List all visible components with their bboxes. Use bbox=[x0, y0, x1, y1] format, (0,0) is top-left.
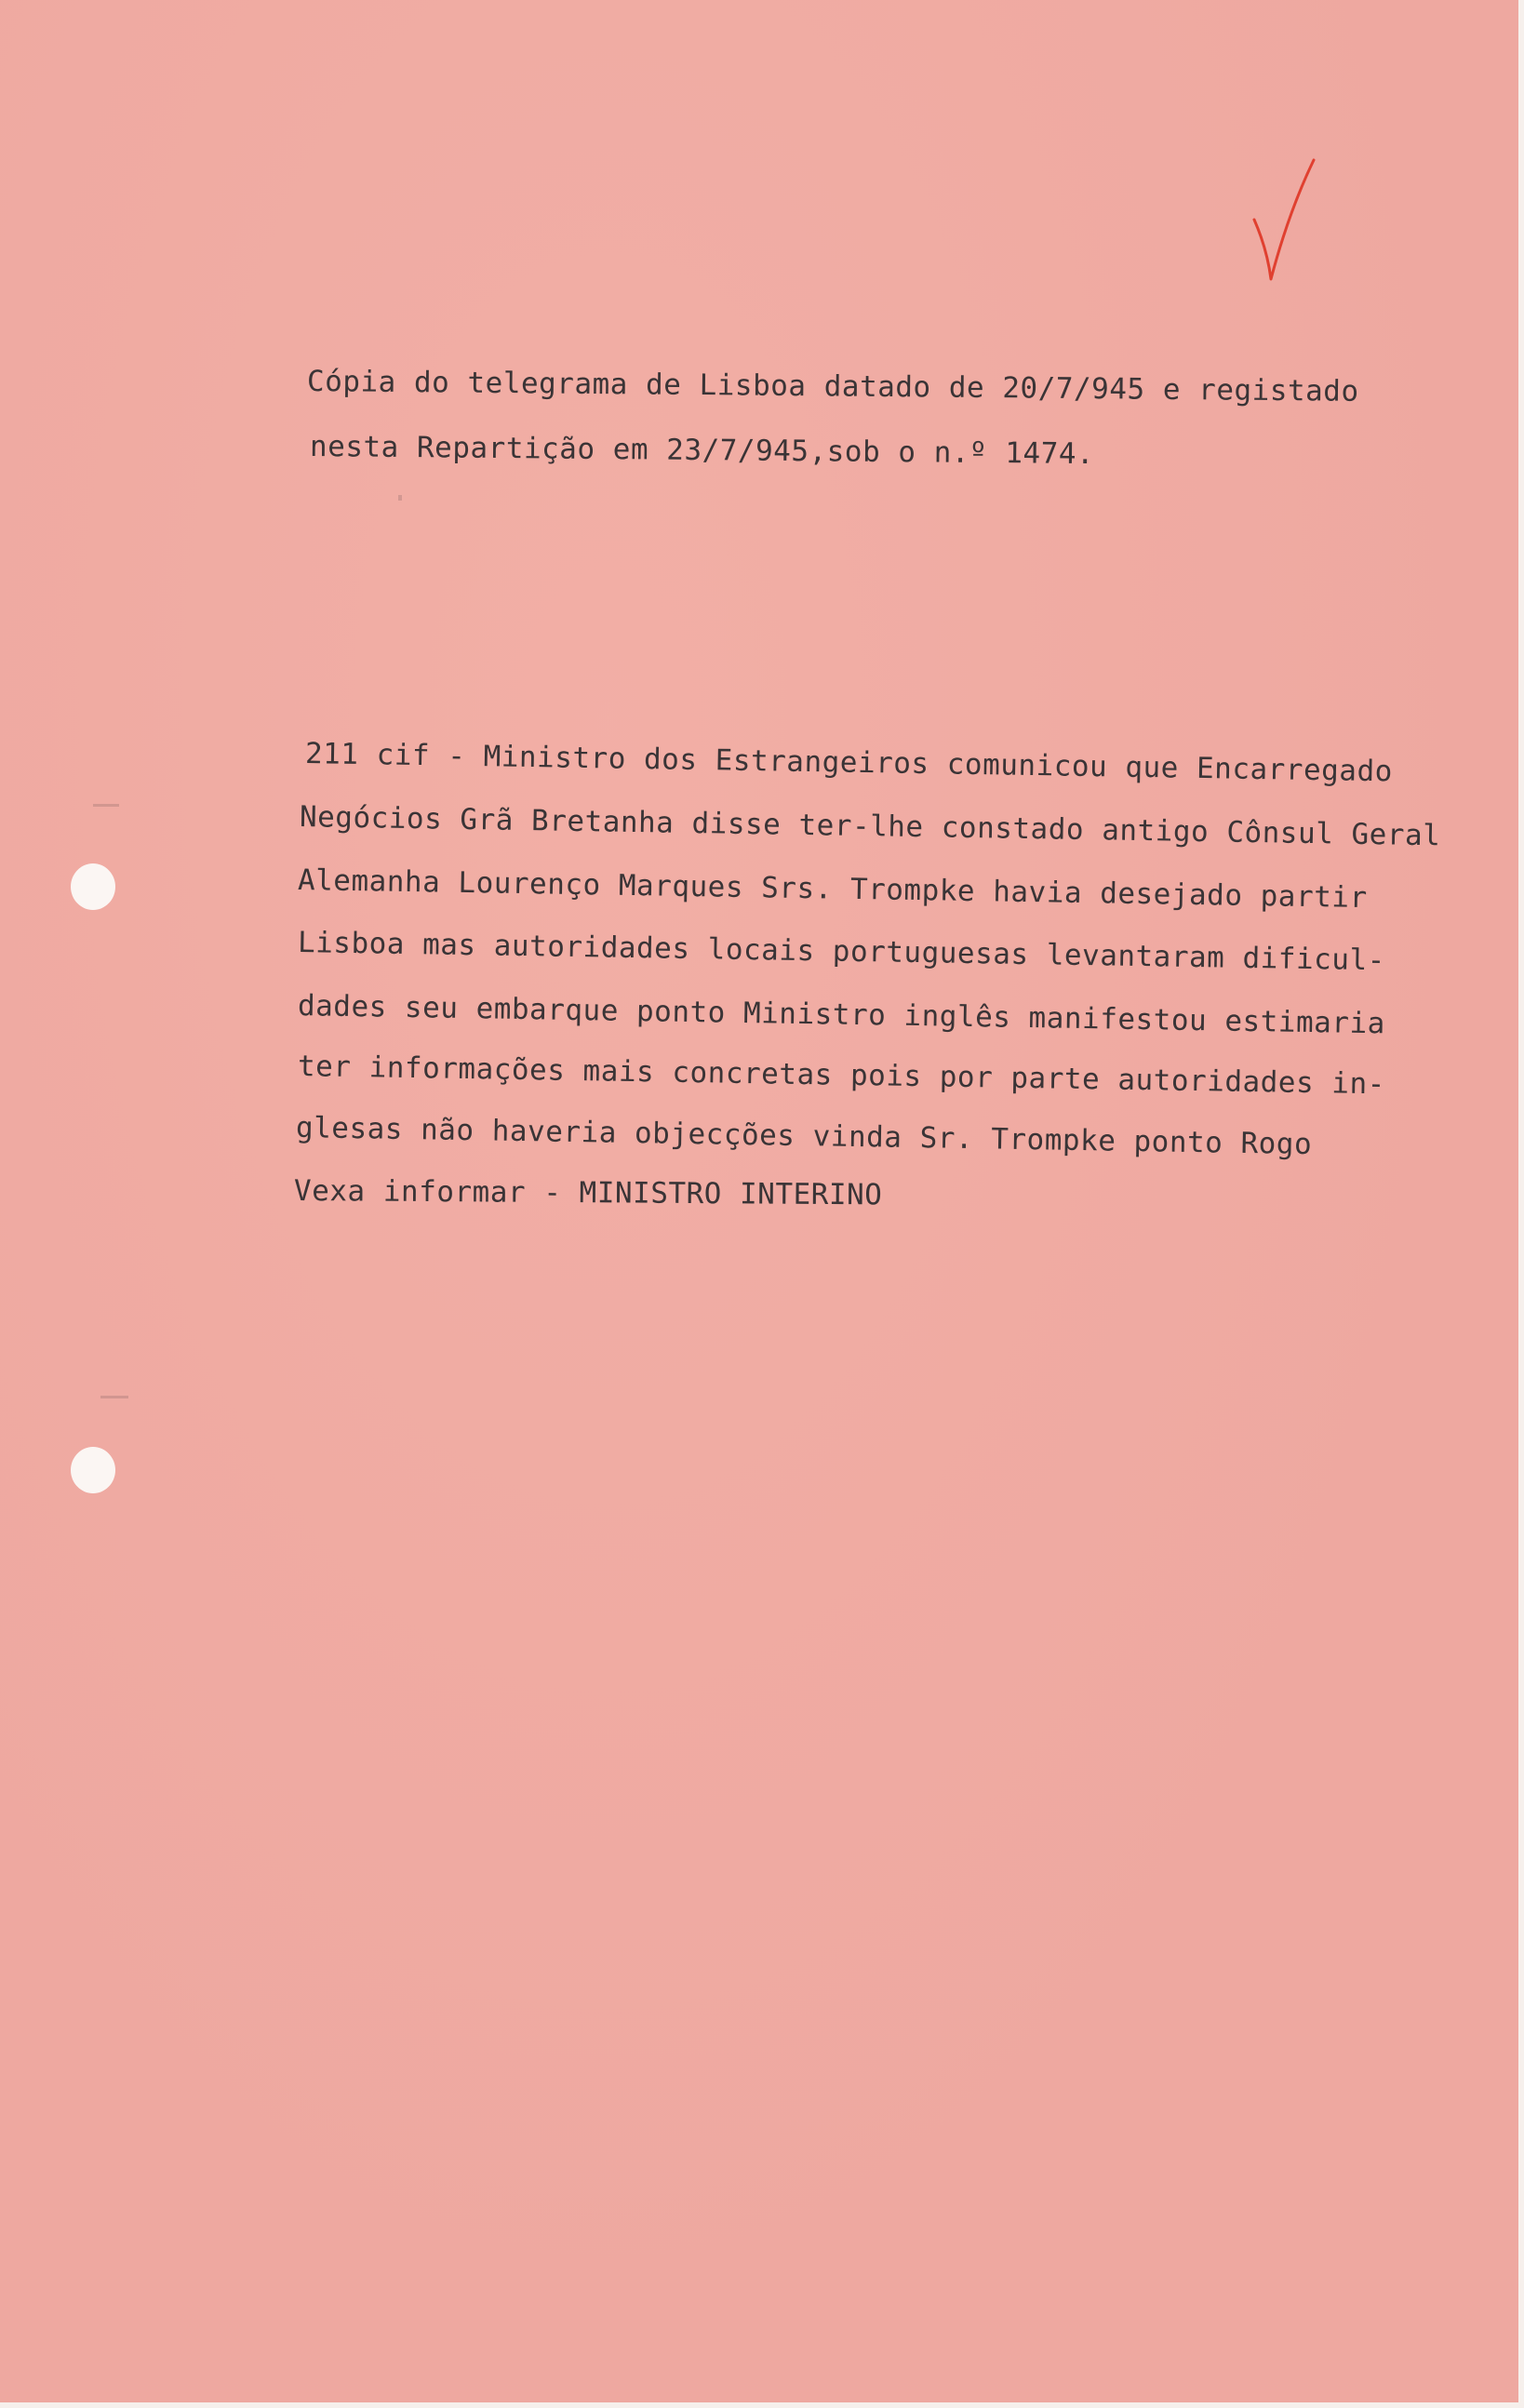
paper-blemish bbox=[100, 1396, 128, 1398]
body-line-4: Lisboa mas autoridades locais portuguesas levantaram dificul- bbox=[297, 926, 1386, 978]
body-line-6: ter informações mais concretas pois por parte autoridades in- bbox=[297, 1050, 1386, 1102]
paper-blemish bbox=[93, 804, 119, 807]
punch-hole bbox=[71, 863, 115, 910]
body-line-3: Alemanha Lourenço Marques Srs. Trompke havia desejado partir bbox=[297, 863, 1368, 916]
body-line-7: glesas não haveria objecções vinda Sr. Trompke ponto Rogo bbox=[295, 1111, 1313, 1162]
paper-blemish bbox=[398, 495, 402, 501]
body-line-8: Vexa informar - MINISTRO INTERINO bbox=[293, 1174, 883, 1212]
header-line-2: nesta Repartição em 23/7/945,sob o n.º 1474. bbox=[309, 430, 1095, 472]
header-line-1: Cópia do telegrama de Lisboa datado de 20/7/945 e registado bbox=[306, 365, 1359, 408]
body-line-5: dades seu embarque ponto Ministro inglês manifestou estimaria bbox=[297, 989, 1386, 1041]
punch-hole bbox=[71, 1447, 115, 1493]
check-mark-icon bbox=[1247, 156, 1321, 287]
body-line-1: 211 cif - Ministro dos Estrangeiros comunicou que Encarregado bbox=[304, 737, 1394, 789]
body-line-2: Negócios Grã Bretanha disse ter-lhe constado antigo Cônsul Geral bbox=[299, 800, 1441, 853]
